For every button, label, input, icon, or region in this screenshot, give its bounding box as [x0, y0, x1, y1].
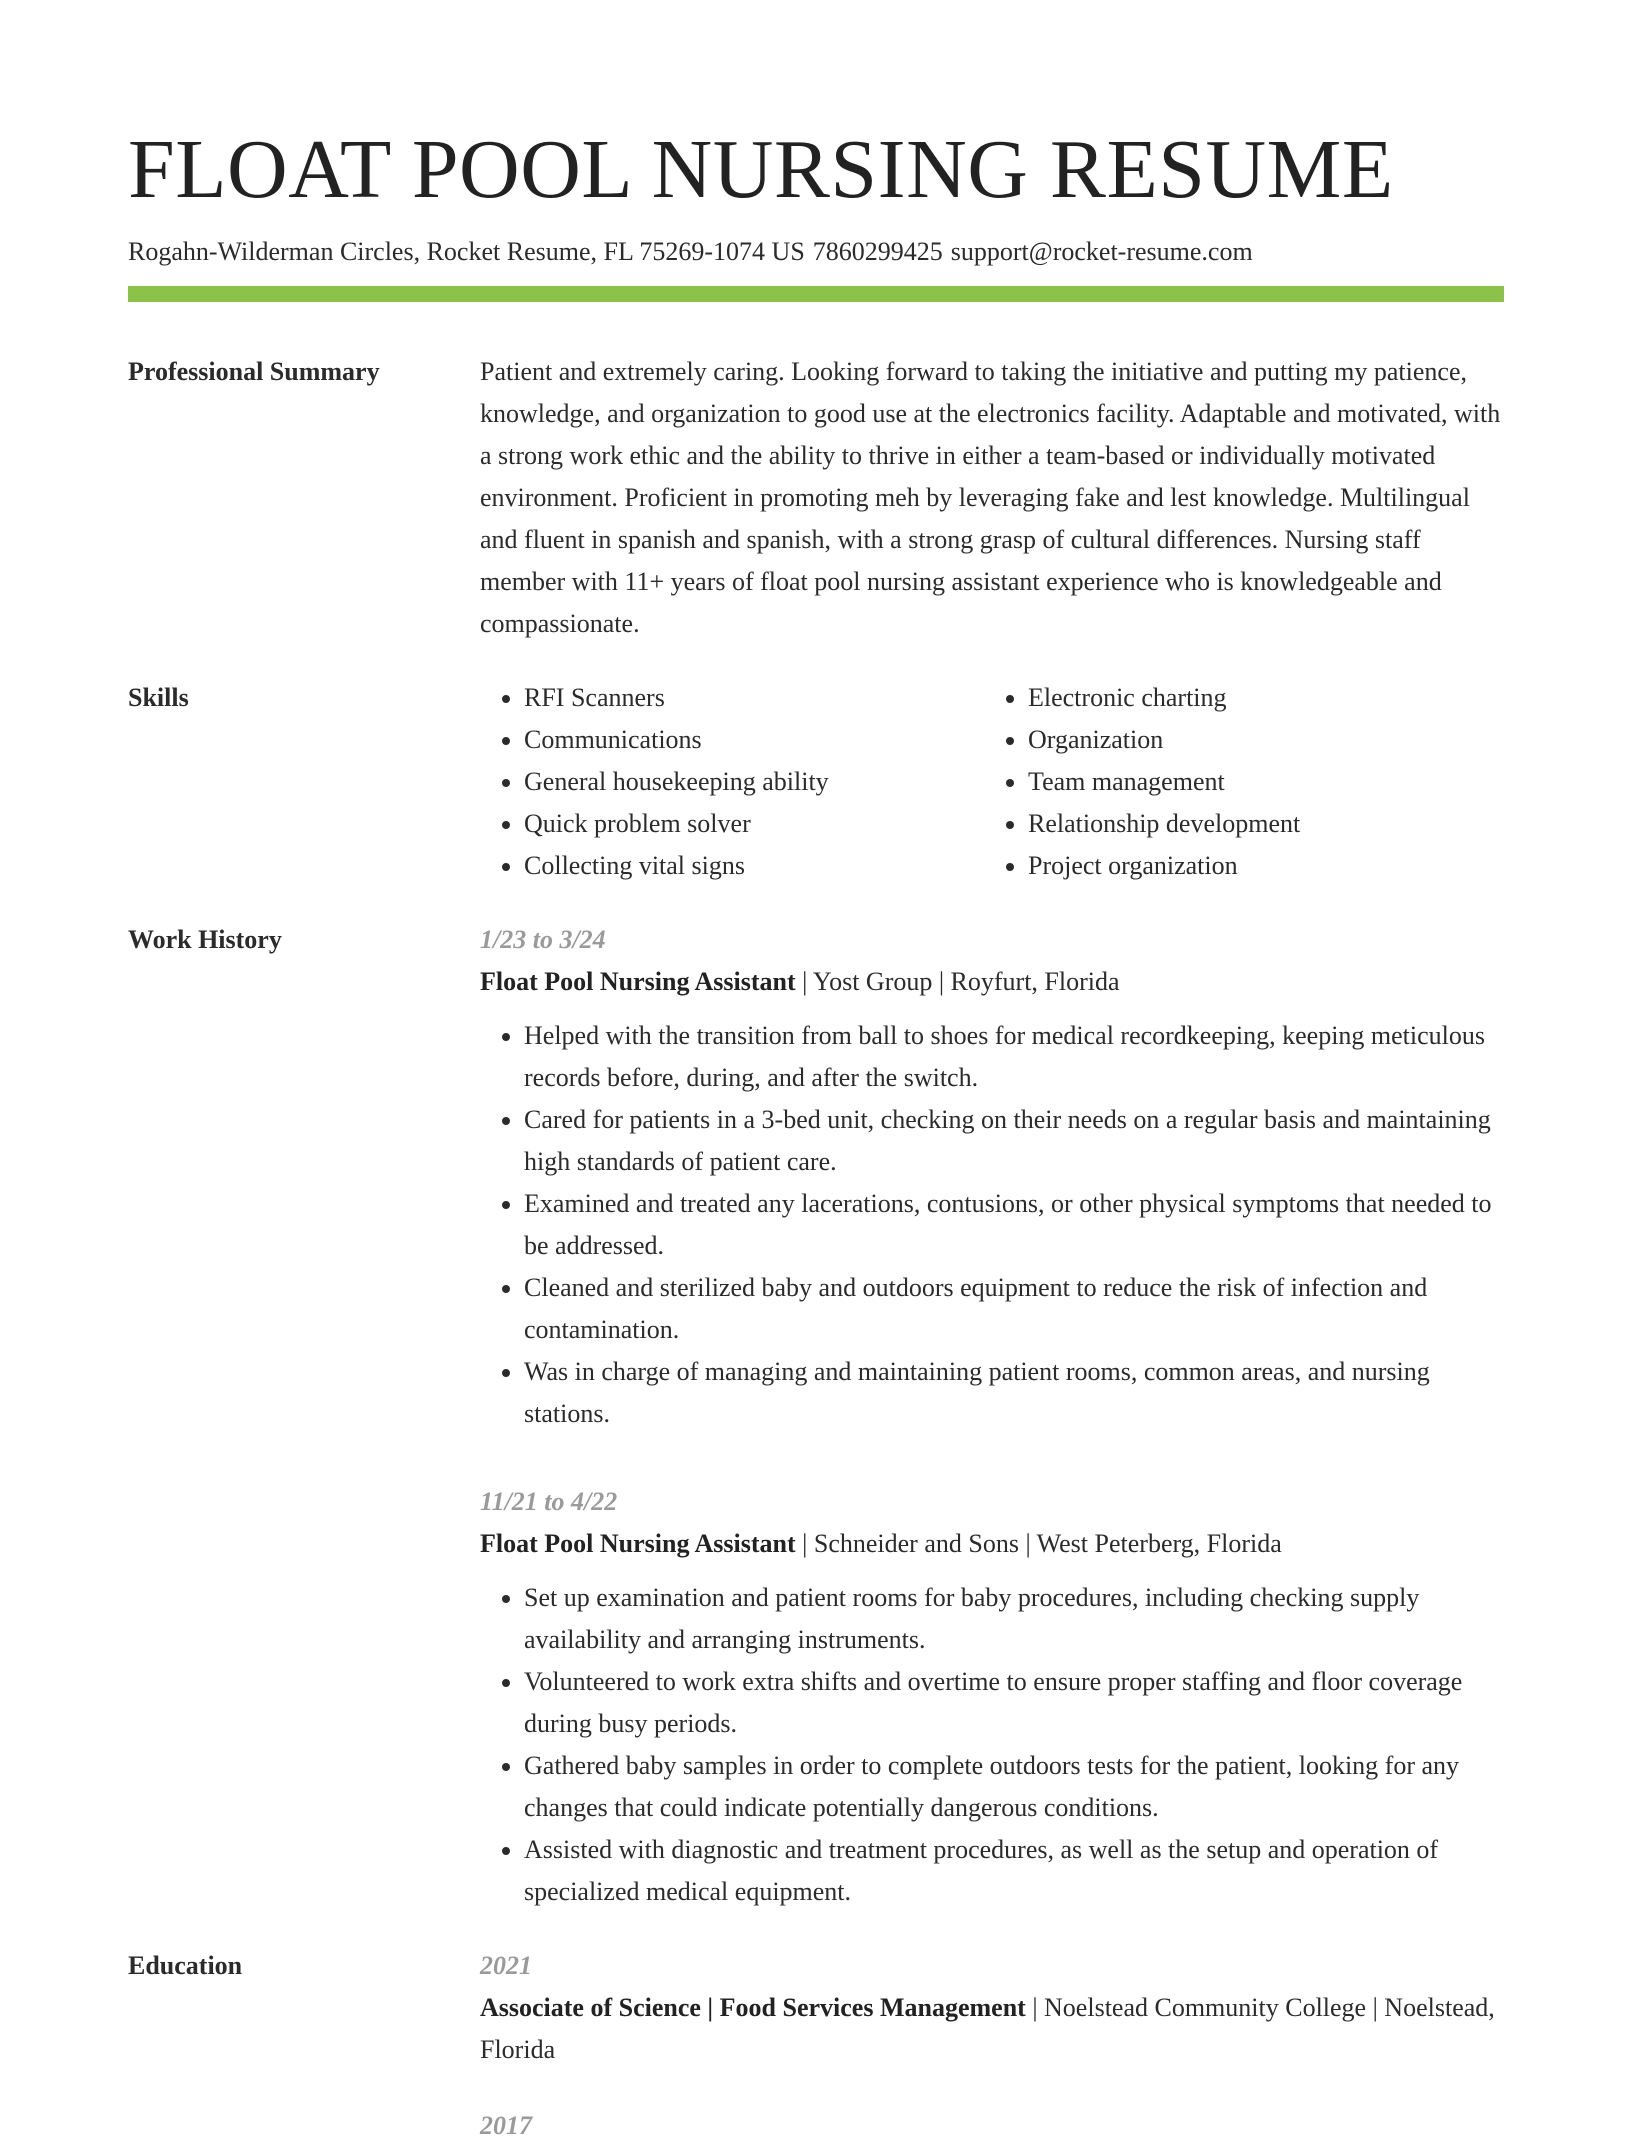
work-history-section: [128, 919, 1504, 1913]
job-duties: [480, 1015, 1504, 1435]
job-duty: • Volunteered to work extra shifts and overtime to ensure proper staffing and floor coverage during busy periods.: [524, 1661, 1504, 1745]
education-body: [480, 1945, 1504, 2147]
work-history-heading: Work History: [128, 925, 282, 954]
summary-text: Patient and extremely caring. Looking forward to taking the initiative and putting my patience, knowledge, and organization to good use at the electronics facility. Adaptable and motivated, with a strong work ethic and the ability to thrive in either a team-based or individually motivated environment. Proficient in promoting meh by leveraging fake and lest knowledge. Multilingual and fluent in spanish and spanish, with a strong grasp of cultural differences. Nursing staff member with 11+ years of float pool nursing assistant experience who is knowledgeable and compassionate.: [480, 357, 1501, 638]
job-duty: • Was in charge of managing and maintaining patient rooms, common areas, and nursing stations.: [524, 1351, 1504, 1435]
job-title-line: [480, 961, 1504, 1003]
skills-columns: [480, 677, 1504, 887]
contact-email: support@rocket-resume.com: [950, 237, 1253, 266]
job-entry: [480, 1481, 1504, 1913]
skill-item: • General housekeeping ability: [524, 761, 984, 803]
education-year: 2017: [480, 2111, 532, 2140]
skill-item: • Project organization: [1028, 845, 1488, 887]
job-dates: 1/23 to 3/24: [480, 925, 606, 954]
skill-item: • Team management: [1028, 761, 1488, 803]
job-duty: • Assisted with diagnostic and treatment procedures, as well as the setup and operation of specialized medical equipment.: [524, 1829, 1504, 1913]
education-heading: Education: [128, 1951, 243, 1980]
skill-item: • Organization: [1028, 719, 1488, 761]
job-title: Float Pool Nursing Assistant: [480, 1529, 796, 1558]
job-duty: • Helped with the transition from ball to shoes for medical recordkeeping, keeping meticulous records before, during, and after the switch.: [524, 1015, 1504, 1099]
summary-heading: Professional Summary: [128, 357, 380, 386]
education-school: | Noelstead Community College | Noelstead, Florida: [480, 1993, 1495, 2064]
job-duty: • Cleaned and sterilized baby and outdoors equipment to reduce the risk of infection and contamination.: [524, 1267, 1504, 1351]
skill-item: • Collecting vital signs: [524, 845, 984, 887]
contact-line: [128, 234, 1504, 270]
job-duty: • Set up examination and patient rooms for baby procedures, including checking supply availability and arranging instruments.: [524, 1577, 1504, 1661]
resume-title: FLOAT POOL NURSING RESUME: [128, 123, 1394, 216]
skill-item: • RFI Scanners: [524, 677, 984, 719]
summary-section: [128, 351, 1504, 645]
skills-section: [128, 677, 1504, 887]
job-title: Float Pool Nursing Assistant: [480, 967, 796, 996]
education-year: 2021: [480, 1951, 532, 1980]
resume-page: [128, 120, 1504, 2147]
education-degree: Associate of Science | Food Services Management: [480, 1993, 1026, 2022]
skill-item: • Quick problem solver: [524, 803, 984, 845]
education-section: [128, 1945, 1504, 2147]
skills-heading: Skills: [128, 683, 189, 712]
contact-address: Rogahn-Wilderman Circles, Rocket Resume, FL 75269-1074 US: [128, 237, 805, 266]
job-duty: • Cared for patients in a 3-bed unit, checking on their needs on a regular basis and maintaining high standards of patient care.: [524, 1099, 1504, 1183]
accent-divider: [128, 286, 1504, 302]
job-title-line: [480, 1523, 1504, 1565]
job-employer-location: | Schneider and Sons | West Peterberg, Florida: [795, 1529, 1282, 1558]
skills-list-right: [984, 677, 1488, 887]
skill-item: • Electronic charting: [1028, 677, 1488, 719]
job-dates: 11/21 to 4/22: [480, 1487, 618, 1516]
job-employer-location: | Yost Group | Royfurt, Florida: [795, 967, 1120, 996]
skills-list-left: [480, 677, 984, 887]
job-duty: • Gathered baby samples in order to complete outdoors tests for the patient, looking for any changes that could indicate potentially dangerous conditions.: [524, 1745, 1504, 1829]
education-degree-line: [480, 1987, 1504, 2071]
job-duty: • Examined and treated any lacerations, contusions, or other physical symptoms that needed to be addressed.: [524, 1183, 1504, 1267]
job-entry: [480, 919, 1504, 1435]
skill-item: • Communications: [524, 719, 984, 761]
skill-item: • Relationship development: [1028, 803, 1488, 845]
contact-phone: 7860299425: [812, 237, 943, 266]
job-duties: [480, 1577, 1504, 1913]
work-history-body: [480, 919, 1504, 1913]
